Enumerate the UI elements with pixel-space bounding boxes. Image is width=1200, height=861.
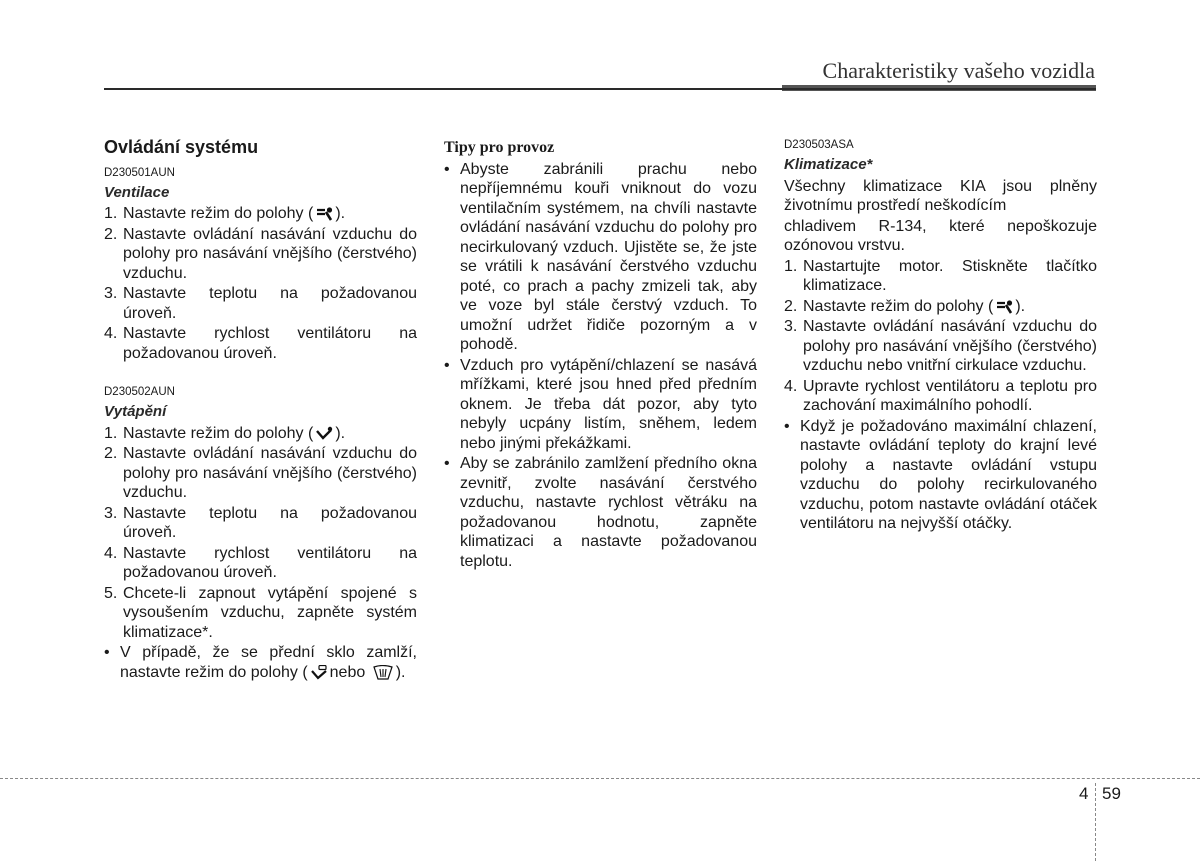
vytapeni-bullet-1-text: V případě, že se přední sklo zamlží, nastavte režim do polohy ( — [120, 644, 417, 681]
step-number: 3. — [104, 285, 118, 302]
ventilace-step-3 — [104, 284, 417, 323]
floor-defrost-mode-icon — [310, 665, 328, 680]
step-number: 2. — [104, 225, 118, 243]
step-number: 4. — [104, 325, 118, 342]
klimatizace-step-4 — [784, 377, 1097, 416]
section-heading-ovladani: Ovládání systému — [104, 137, 259, 157]
step-number: 4. — [784, 377, 798, 395]
vent-face-mode-icon — [315, 206, 333, 221]
klimatizace-bullet-1 — [784, 417, 1097, 534]
klimatizace-step-1-text: Nastartujte motor. Stiskněte tlačítko klimatizace. — [803, 257, 1097, 294]
tips-heading: Tipy pro provoz — [444, 139, 555, 156]
tips-bullet-1 — [444, 160, 757, 355]
vytapeni-step-2-text: Nastavte ovládání nasávání vzduchu do polohy pro nasávání vnějšího (čerstvého) vzduchu. — [123, 445, 417, 501]
ventilace-step-3-text: Nastavte teplotu na požadovanou úroveň. — [123, 285, 417, 322]
klimatizace-step-3 — [784, 317, 1097, 376]
step-number: 1. — [104, 205, 118, 222]
footer-rule — [0, 778, 1200, 779]
vytapeni-step-1-text: Nastavte režim do polohy ( — [123, 424, 314, 442]
floor-mode-icon — [315, 426, 333, 441]
klimatizace-para-2: chladivem R-134, které nepoškozuje ozónovou vrstvu. — [784, 217, 1097, 254]
column-3 — [784, 138, 1097, 535]
footer-divider — [1095, 783, 1096, 861]
ventilace-title: Ventilace — [104, 183, 170, 201]
defrost-mode-icon — [372, 665, 394, 680]
header-rule — [104, 88, 1096, 90]
ventilace-step-1 — [104, 204, 417, 224]
vytapeni-step-5-text: Chcete-li zapnout vytápění spojené s vysoušením vzduchu, zapněte systém klimatizace*. — [123, 584, 417, 641]
klimatizace-title: Klimatizace* — [784, 156, 873, 173]
vytapeni-step-3-text: Nastavte teplotu na požadovanou úroveň. — [123, 504, 417, 541]
ventilace-step-2 — [104, 225, 417, 284]
step-number: 5. — [104, 584, 118, 602]
klimatizace-step-2 — [784, 297, 1097, 317]
step-number: 4. — [104, 544, 118, 562]
klimatizace-step-2-end: ). — [1015, 297, 1026, 315]
bullet: • — [784, 417, 790, 435]
tips-bullet-2-text: Vzduch pro vytápění/chlazení se nasává mřížkami, které jsou hned před předním oknem. Je třeba dát pozor, aby tyto nebyly ucpány listím, sněhem, ledem nebo jinými překážkami. — [460, 356, 757, 452]
page-number: 59 — [1102, 784, 1121, 803]
bullet: • — [444, 455, 450, 472]
step-number: 1. — [104, 424, 118, 442]
klimatizace-para-1: Všechny klimatizace KIA jsou plněny životnímu prostředí neškodícím — [784, 177, 1097, 214]
ventilace-step-1-end: ). — [335, 205, 346, 222]
step-number: 2. — [104, 445, 118, 462]
vytapeni-code: D230502AUN — [104, 386, 175, 398]
vytapeni-step-2 — [104, 444, 417, 503]
page-header-title: Charakteristiky vašeho vozidla — [822, 58, 1095, 83]
klimatizace-code: D230503ASA — [784, 139, 854, 151]
ventilace-step-4 — [104, 324, 417, 363]
step-number: 1. — [784, 257, 798, 275]
vytapeni-bullet-1 — [104, 643, 417, 682]
klimatizace-step-1 — [784, 257, 1097, 296]
vytapeni-step-4 — [104, 544, 417, 583]
klimatizace-step-2-text: Nastavte režim do polohy ( — [803, 297, 994, 315]
tips-bullet-1-text: Abyste zabránili prachu nebo nepříjemnému kouři vniknout do vozu ventilačním systémem, na chvíli nastavte ovládání nasávání vzduchu do polohy pro necirkulovaný vzduch. Ujistěte se, že jste se vrátili k nasávání čerstvého vzduchu poté, co prach a pachy zmizeli tak, aby ve voze byl stále čerstvý vzduch. To umožní udržet řidiče pozorným a v pohodě. — [460, 160, 757, 353]
vytapeni-step-1-end: ). — [335, 424, 346, 442]
bullet: • — [444, 160, 450, 178]
tips-bullet-3-text: Aby se zabránilo zamlžení předního okna zevnitř, zvolte nasávání čerstvého vzduchu, nastavte rychlost větráku na požadovanou hodnotu, zapněte klimatizaci a nastavte požadovanou teplotu. — [460, 455, 757, 570]
chapter-number: 4 — [1079, 784, 1089, 803]
vytapeni-step-1 — [104, 424, 417, 444]
vytapeni-bullet-1-end: ). — [395, 663, 406, 681]
vytapeni-step-4-text: Nastavte rychlost ventilátoru na požadovanou úroveň. — [123, 544, 417, 581]
vent-face-mode-icon — [995, 299, 1013, 314]
vytapeni-title: Vytápění — [104, 403, 167, 420]
column-1 — [104, 138, 417, 683]
step-number: 3. — [104, 504, 118, 522]
step-number: 2. — [784, 297, 798, 315]
column-2 — [444, 138, 757, 572]
ventilace-step-2-text: Nastavte ovládání nasávání vzduchu do polohy pro nasávání vnějšího (čerstvého) vzduchu. — [123, 225, 417, 282]
tips-bullet-3 — [444, 454, 757, 571]
klimatizace-bullet-1-text: Když je požadováno maximální chlazení, nastavte ovládání teploty do krajní levé polohy a nastavte ovládání vstupu vzduchu do polohy recirkulovaného vzduchu, potom nastavte ovládání otáček ventilátoru na nejvyšší otáčky. — [800, 417, 1097, 532]
vytapeni-bullet-1-or: nebo — [329, 663, 366, 681]
klimatizace-step-4-text: Upravte rychlost ventilátoru a teplotu pro zachování maximálního pohodlí. — [803, 377, 1097, 414]
ventilace-step-1-text: Nastavte režim do polohy ( — [123, 205, 314, 222]
bullet: • — [104, 644, 110, 661]
vytapeni-step-5 — [104, 584, 417, 643]
tips-bullet-2 — [444, 356, 757, 454]
vytapeni-step-3 — [104, 504, 417, 543]
klimatizace-step-3-text: Nastavte ovládání nasávání vzduchu do polohy pro nasávání vnějšího (čerstvého) vzduchu nebo vnitřní cirkulace vzduchu. — [803, 318, 1097, 374]
ventilace-code: D230501AUN — [104, 166, 175, 179]
step-number: 3. — [784, 318, 798, 335]
bullet: • — [444, 356, 450, 374]
ventilace-step-4-text: Nastavte rychlost ventilátoru na požadovanou úroveň. — [123, 325, 417, 362]
